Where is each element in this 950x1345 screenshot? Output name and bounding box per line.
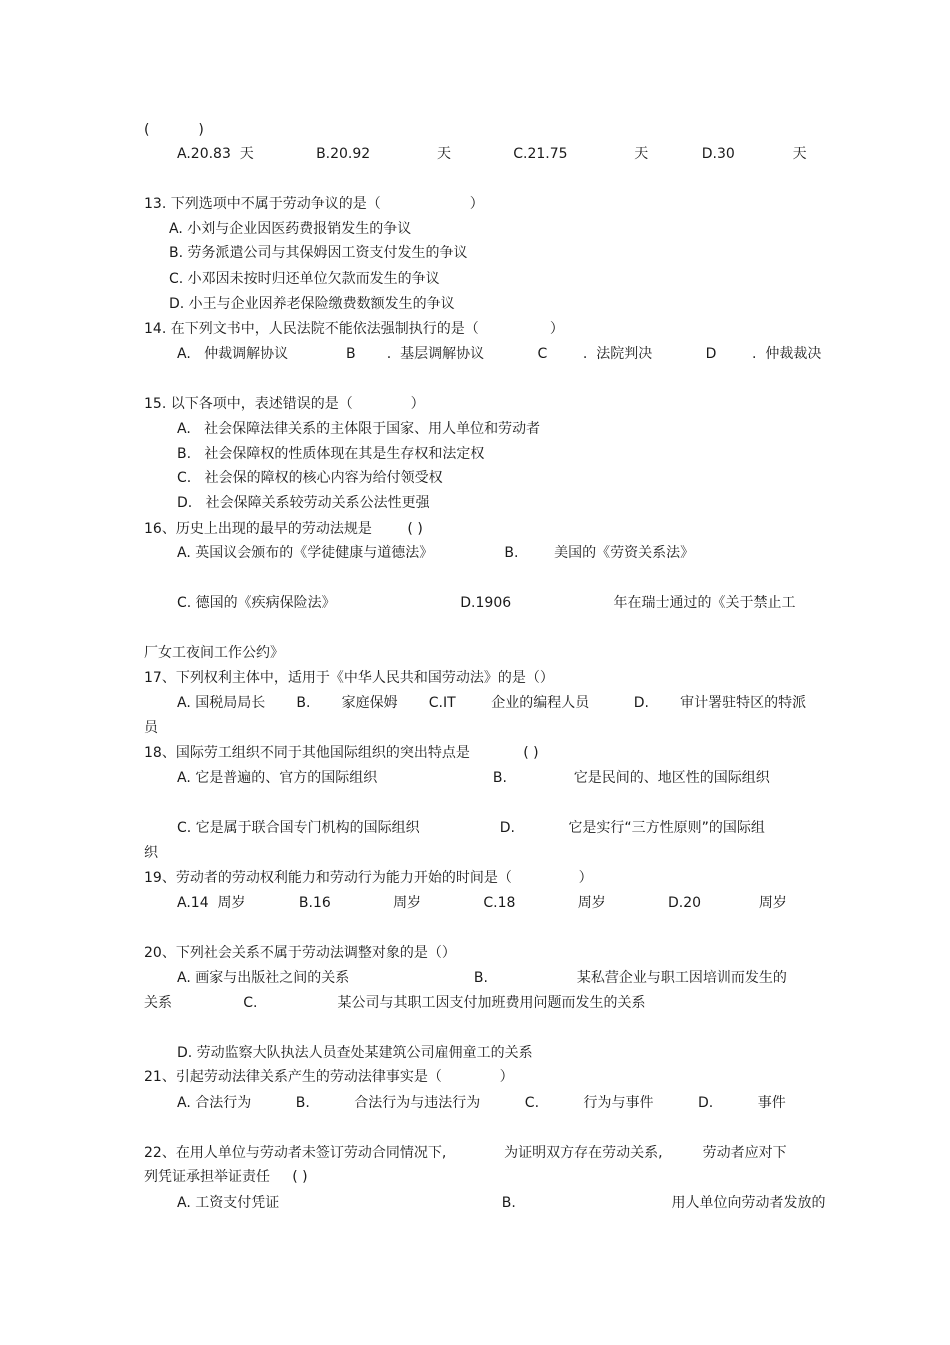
question-16-stem: 16、历史上出现的最早的劳动法规是 ( ) — [144, 521, 423, 537]
question-18-options-cd-continued: 织 — [144, 845, 158, 861]
question-13-option-b: B. 劳务派遣公司与其保姆因工资支付发生的争议 — [169, 245, 468, 261]
question-22-stem-continued: 列凭证承担举证责任 ( ) — [144, 1169, 308, 1185]
question-16-options-cd: C. 德国的《疾病保险法》 D.1906 年在瑞士通过的《关于禁止工 — [177, 595, 796, 611]
question-18-options-cd: C. 它是属于联合国专门机构的国际组织 D. 它是实行“三方性原则”的国际组 — [177, 820, 765, 836]
question-20-stem: 20、下列社会关系不属于劳动法调整对象的是（） — [144, 945, 456, 961]
question-21-options: A. 合法行为 B. 合法行为与违法行为 C. 行为与事件 D. 事件 — [177, 1095, 786, 1111]
question-16-options-ab: A. 英国议会颁布的《学徒健康与道德法》 B. 美国的《劳资关系法》 — [177, 545, 695, 561]
question-13-option-d: D. 小王与企业因养老保险缴费数额发生的争议 — [169, 296, 455, 312]
question-17-options: A. 国税局局长 B. 家庭保姆 C.IT 企业的编程人员 D. 审计署驻特区的特派 — [177, 695, 807, 711]
question-22-options: A. 工资支付凭证 B. 用人单位向劳动者发放的 — [177, 1195, 826, 1211]
question-20-option-c: 关系 C. 某公司与其职工因支付加班费用问题而发生的关系 — [144, 995, 646, 1011]
question-19-options: A.14 周岁 B.16 周岁 C.18 周岁 D.20 周岁 — [177, 895, 787, 911]
question-21-stem: 21、引起劳动法律关系产生的劳动法律事实是（ ） — [144, 1069, 514, 1085]
question-18-stem: 18、国际劳工组织不同于其他国际组织的突出特点是 ( ) — [144, 745, 539, 761]
question-19-stem: 19、劳动者的劳动权利能力和劳动行为能力开始的时间是（ ） — [144, 870, 593, 886]
question-17-options-continued: 员 — [144, 720, 158, 736]
question-13-option-a: A. 小刘与企业因医药费报销发生的争议 — [169, 221, 412, 237]
question-18-options-ab: A. 它是普遍的、官方的国际组织 B. 它是民间的、地区性的国际组织 — [177, 770, 770, 786]
question-15-option-b: B. 社会保障权的性质体现在其是生存权和法定权 — [177, 446, 485, 462]
question-22-stem: 22、在用人单位与劳动者未签订劳动合同情况下, 为证明双方存在劳动关系, 劳动者应对下 — [144, 1145, 787, 1161]
question-16-options-cd-continued: 厂女工夜间工作公约》 — [144, 645, 284, 661]
question-13-option-c: C. 小邓因未按时归还单位欠款而发生的争议 — [169, 271, 440, 287]
question-14-stem: 14. 在下列文书中，人民法院不能依法强制执行的是（ ） — [144, 321, 564, 337]
question-15-option-c: C. 社会保的障权的核心内容为给付领受权 — [177, 470, 443, 486]
question-20-option-d: D. 劳动监察大队执法人员查处某建筑公司雇佣童工的关系 — [177, 1045, 533, 1061]
question-15-option-a: A. 社会保障法律关系的主体限于国家、用人单位和劳动者 — [177, 421, 541, 437]
question-14-options: A. 仲裁调解协议 B . 基层调解协议 C . 法院判决 D . 仲裁裁决 — [177, 346, 822, 362]
question-13-stem: 13. 下列选项中不属于劳动争议的是（ ） — [144, 196, 484, 212]
question-12-options: A.20.83 天 B.20.92 天 C.21.75 天 D.30 天 — [177, 146, 807, 162]
question-17-stem: 17、下列权利主体中，适用于《中华人民共和国劳动法》的是（） — [144, 670, 554, 686]
question-20-options-ab: A. 画家与出版社之间的关系 B. 某私营企业与职工因培训而发生的 — [177, 970, 787, 986]
question-15-stem: 15. 以下各项中，表述错误的是（ ） — [144, 396, 425, 412]
question-15-option-d: D. 社会保障关系较劳动关系公法性更强 — [177, 495, 430, 511]
question-12-paren: ( ) — [144, 122, 204, 138]
